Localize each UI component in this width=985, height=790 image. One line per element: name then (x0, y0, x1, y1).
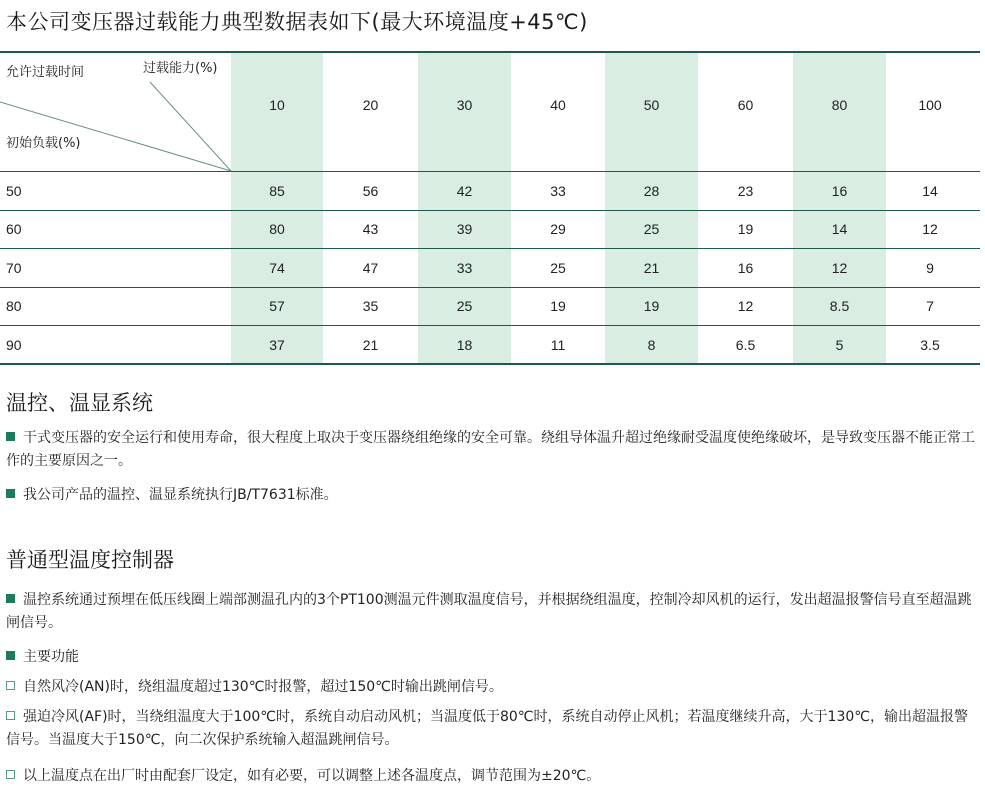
table-cell: 25 (550, 260, 566, 276)
table-cell: 85 (269, 183, 285, 199)
table-cell: 21 (362, 337, 379, 353)
row-header: 50 (6, 183, 22, 199)
column-header: 50 (643, 97, 660, 113)
table-cell: 23 (737, 183, 754, 199)
table-row-rule (0, 325, 980, 326)
column-header: 30 (456, 97, 473, 113)
paragraph-text: 主要功能 (23, 649, 79, 665)
square-bullet-icon (6, 489, 15, 498)
table-bottom-rule (0, 363, 980, 365)
table-cell: 5 (835, 337, 844, 353)
table-cell: 11 (550, 337, 566, 353)
table-cell: 80 (269, 221, 285, 237)
paragraph (6, 765, 981, 788)
table-cell: 37 (269, 337, 285, 353)
table-cell: 39 (456, 221, 473, 237)
paragraph (6, 706, 981, 752)
table-cell: 25 (643, 221, 660, 237)
table-cell: 35 (362, 298, 379, 314)
table-row-rule (0, 287, 980, 288)
table-row-rule (0, 248, 980, 249)
table-cell: 29 (550, 221, 566, 237)
table-cell: 14 (922, 183, 938, 199)
hollow-square-bullet-icon (6, 681, 15, 690)
hollow-square-bullet-icon (6, 770, 15, 779)
table-cell: 16 (831, 183, 848, 199)
table-cell: 33 (550, 183, 566, 199)
table-cell: 14 (831, 221, 848, 237)
paragraph-text: 强迫冷风(AF)时，当绕组温度大于100℃时，系统自动启动风机；当温度低于80℃时，系统自动停止风机；若温度继续升高，大于130℃，输出超温报警信号。当温度大于150℃，向二次保护系统输入超温跳闸信号。 (6, 709, 968, 748)
table-cell: 8 (647, 337, 656, 353)
row-header: 90 (6, 337, 22, 353)
table-cell: 21 (643, 260, 660, 276)
table-cell: 9 (926, 260, 934, 276)
row-header: 60 (6, 221, 22, 237)
paragraph (6, 589, 981, 635)
table-cell: 42 (456, 183, 473, 199)
table-cell: 28 (643, 183, 660, 199)
column-header: 80 (831, 97, 848, 113)
corner-label-overload-capacity: 过载能力(%) (143, 61, 218, 76)
column-header: 60 (737, 97, 754, 113)
paragraph-text: 干式变压器的安全运行和使用寿命，很大程度上取决于变压器绕组绝缘的安全可靠。绕组导体温升超过绝缘耐受温度使绝缘破坏，是导致变压器不能正常工作的主要原因之一。 (6, 430, 975, 469)
table-cell: 7 (926, 298, 934, 314)
table-cell: 19 (643, 298, 660, 314)
table-cell: 12 (831, 260, 848, 276)
row-header: 80 (6, 298, 22, 314)
table-row-rule (0, 210, 980, 211)
paragraph (6, 646, 981, 669)
paragraph-text: 我公司产品的温控、温显系统执行JB/T7631标准。 (23, 487, 338, 503)
table-cell: 19 (737, 221, 754, 237)
table-cell: 33 (456, 260, 473, 276)
paragraph-text: 以上温度点在出厂时由配套厂设定，如有必要，可以调整上述各温度点，调节范围为±20℃。 (23, 768, 601, 784)
table-cell: 57 (269, 298, 285, 314)
paragraph-text: 温控系统通过预埋在低压线圈上端部测温孔内的3个PT100测温元件测取温度信号，并根据绕组温度，控制冷却风机的运行，发出超温报警信号直至超温跳闸信号。 (6, 592, 972, 631)
table-cell: 12 (922, 221, 938, 237)
paragraph (6, 427, 981, 473)
column-header: 10 (269, 97, 285, 113)
corner-label-allowed-time: 允许过载时间 (6, 65, 85, 80)
table-cell: 47 (362, 260, 379, 276)
table-cell: 19 (550, 298, 566, 314)
table-cell: 74 (269, 260, 285, 276)
column-header: 40 (550, 97, 566, 113)
paragraph (6, 484, 981, 507)
table-cell: 3.5 (920, 337, 940, 353)
table-cell: 6.5 (735, 337, 756, 353)
paragraph-text: 自然风冷(AN)时，绕组温度超过130℃时报警，超过150℃时输出跳闸信号。 (23, 679, 503, 695)
hollow-square-bullet-icon (6, 711, 15, 720)
square-bullet-icon (6, 651, 15, 660)
column-header: 20 (362, 97, 379, 113)
table-cell: 25 (456, 298, 473, 314)
table-cell: 56 (362, 183, 379, 199)
section-heading-temperature-system: 温控、温显系统 (6, 391, 153, 415)
paragraph (6, 676, 981, 699)
page-title: 本公司变压器过载能力典型数据表如下(最大环境温度+45℃) (6, 10, 588, 34)
table-cell: 16 (737, 260, 754, 276)
table-cell: 12 (737, 298, 754, 314)
corner-label-initial-load: 初始负载(%) (6, 136, 81, 151)
table-cell: 8.5 (829, 298, 850, 314)
square-bullet-icon (6, 432, 15, 441)
square-bullet-icon (6, 594, 15, 603)
table-cell: 18 (456, 337, 473, 353)
table-cell: 43 (362, 221, 379, 237)
column-header: 100 (918, 97, 942, 113)
row-header: 70 (6, 260, 22, 276)
section-heading-temperature-controller: 普通型温度控制器 (6, 548, 174, 572)
